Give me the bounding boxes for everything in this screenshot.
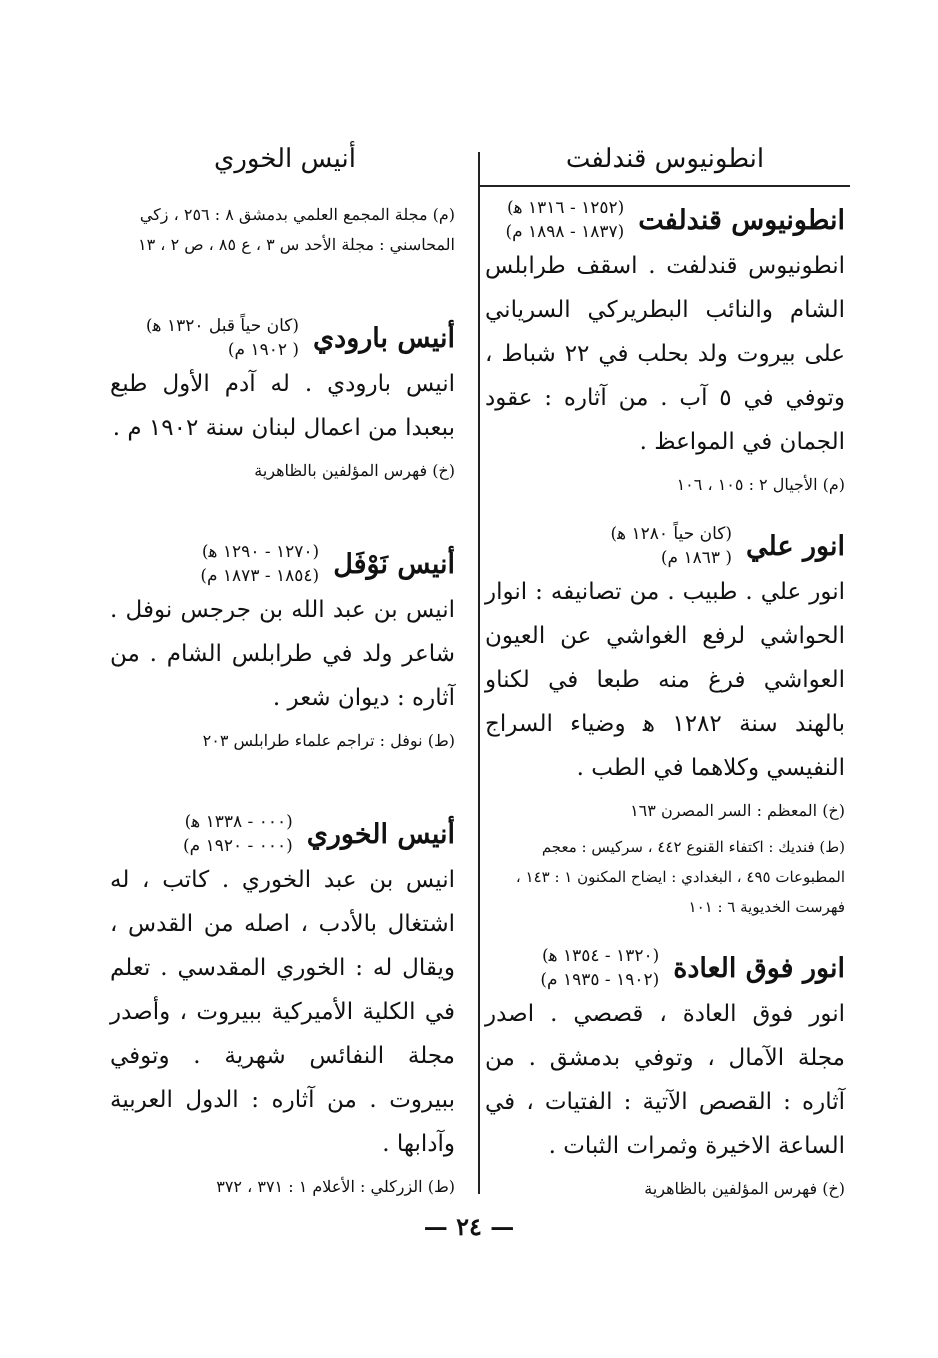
column-divider — [478, 152, 480, 1194]
entry-reference: (م) مجلة المجمع العلمي بدمشق ٨ : ٢٥٦ ، زكي المحاسني : مجلة الأحد س ٣ ، ع ٨٥ ، ص ٢ ، ١٣ — [138, 205, 455, 254]
entry-antonios-qandalaft — [485, 196, 845, 500]
right-column-running-header: انطونيوس قندلفت — [565, 144, 765, 174]
dates-hijri: (١٢٥٢ - ١٣١٦ ﻫ) — [507, 198, 625, 218]
dates-hijri: (كان حياً قبل ١٣٢٠ ﻫ) — [145, 316, 300, 336]
entry-reference: (خ) فهرس المؤلفين بالظاهرية — [644, 1179, 845, 1198]
entry-body: انطونيوس قندلفت . اسقف طرابلس الشام والنائب البطريركي السرياني على بيروت ولد بحلب في ٢٢ شباط ، وتوفي في ٥ آب . من آثاره : عقود الجمان في المواعظ . — [485, 253, 845, 455]
entry-heading — [110, 540, 455, 588]
entry-name: انور فوق العادة — [673, 952, 845, 984]
entry-heading — [485, 196, 845, 244]
dates-hijri: (١٢٧٠ - ١٢٩٠ ﻫ) — [201, 542, 320, 562]
dates-hijri: (كان حياً ١٢٨٠ ﻫ) — [610, 524, 733, 544]
entry-name: أنيس نَوْفَل — [333, 548, 455, 580]
left-column-running-header: أنيس الخوري — [214, 144, 356, 174]
dates-gregorian: (١٩٠٢ - ١٩٣٥ م) — [540, 970, 660, 990]
dates-gregorian: (١٨٥٤ - ١٨٧٣ م) — [200, 566, 320, 586]
dates-gregorian: (٠٠٠ - ١٩٢٠ م) — [183, 836, 293, 856]
right-column — [485, 196, 845, 1204]
entry-reference: (خ) المعظم : السر المصرن ١٦٣ — [630, 801, 845, 820]
entry-anis-baroudi — [110, 314, 455, 486]
entry-reference: (ط) فنديك : اكتفاء القنوع ٤٤٢ ، سركيس : معجم المطبوعات ٤٩٥ ، البغدادي : ايضاح المكنون ١ : ١٤٣ ، فهرست الخديوية ٦ : ١٠١ — [515, 838, 845, 916]
entry-name: انطونيوس قندلفت — [638, 204, 845, 236]
header-rule — [480, 185, 850, 187]
dates-hijri: (٠٠٠ - ١٣٣٨ ﻫ) — [184, 812, 293, 832]
entry-body: انيس بن عبد الخوري . كاتب ، له اشتغال بالأدب ، اصله من القدس ، ويقال له : الخوري المقدسي . تعلم في الكلية الأميركية ببيروت ، وأصدر مجلة النفائس شهرية . وتوفي ببيروت . من آثاره : الدول العربية وآدابها . — [110, 867, 455, 1157]
entry-continued-references — [110, 200, 455, 260]
page-number: — ٢٤ — — [423, 1212, 515, 1241]
entry-reference: (ط) الزركلي : الأعلام ١ : ٣٧١ ، ٣٧٢ — [216, 1177, 455, 1196]
entry-name: أنيس بارودي — [313, 322, 455, 354]
entry-heading — [110, 314, 455, 362]
entry-dates — [146, 314, 299, 362]
entry-heading — [485, 944, 845, 992]
entry-anis-nawfal — [110, 540, 455, 756]
entry-dates — [540, 944, 659, 992]
entry-reference: (ط) نوفل : تراجم علماء طرابلس ٢٠٣ — [202, 731, 455, 750]
entry-anwar-ali — [485, 522, 845, 922]
entry-body: انور فوق العادة ، قصصي . اصدر مجلة الآمال ، وتوفي بدمشق . من آثاره : القصص الآتية : الفتيات ، في الساعة الاخيرة وثمرات الثبات . — [485, 1001, 845, 1159]
dates-hijri: (١٣٢٠ - ١٣٥٤ ﻫ) — [541, 946, 660, 966]
entry-reference: (م) الأجيال ٢ : ١٠٥ ، ١٠٦ — [676, 475, 845, 494]
entry-name: انور علي — [746, 530, 845, 562]
entry-dates — [200, 540, 319, 588]
entry-dates — [183, 810, 293, 858]
entry-body: انيس بارودي . له آدم الأول طبع ببعبدا من اعمال لبنان سنة ١٩٠٢ م . — [110, 371, 455, 441]
dates-gregorian: ( ١٨٦٣ م) — [660, 548, 733, 568]
entry-body: انور علي . طبيب . من تصانيفه : انوار الحواشي لرفع الغواشي عن العيون العواشي فرغ منه طبعا في لكناو بالهند سنة ١٢٨٢ ﻫ وضياء السراج النفيسي وكلاهما في الطب . — [485, 579, 845, 781]
entry-heading — [485, 522, 845, 570]
entry-dates — [610, 522, 732, 570]
entry-reference: (خ) فهرس المؤلفين بالظاهرية — [254, 461, 455, 480]
left-column — [110, 200, 455, 1202]
entry-body: انيس بن عبد الله بن جرجس نوفل . شاعر ولد في طرابلس الشام . من آثاره : ديوان شعر . — [110, 597, 455, 711]
entry-heading — [110, 810, 455, 858]
dates-gregorian: (١٨٣٧ - ١٨٩٨ م) — [505, 222, 625, 242]
entry-anwar-fawq-al-ada — [485, 944, 845, 1204]
dates-gregorian: ( ١٩٠٢ م) — [227, 340, 300, 360]
entry-anis-al-khouri — [110, 810, 455, 1202]
entry-dates — [505, 196, 624, 244]
entry-name: أنيس الخوري — [306, 818, 455, 850]
